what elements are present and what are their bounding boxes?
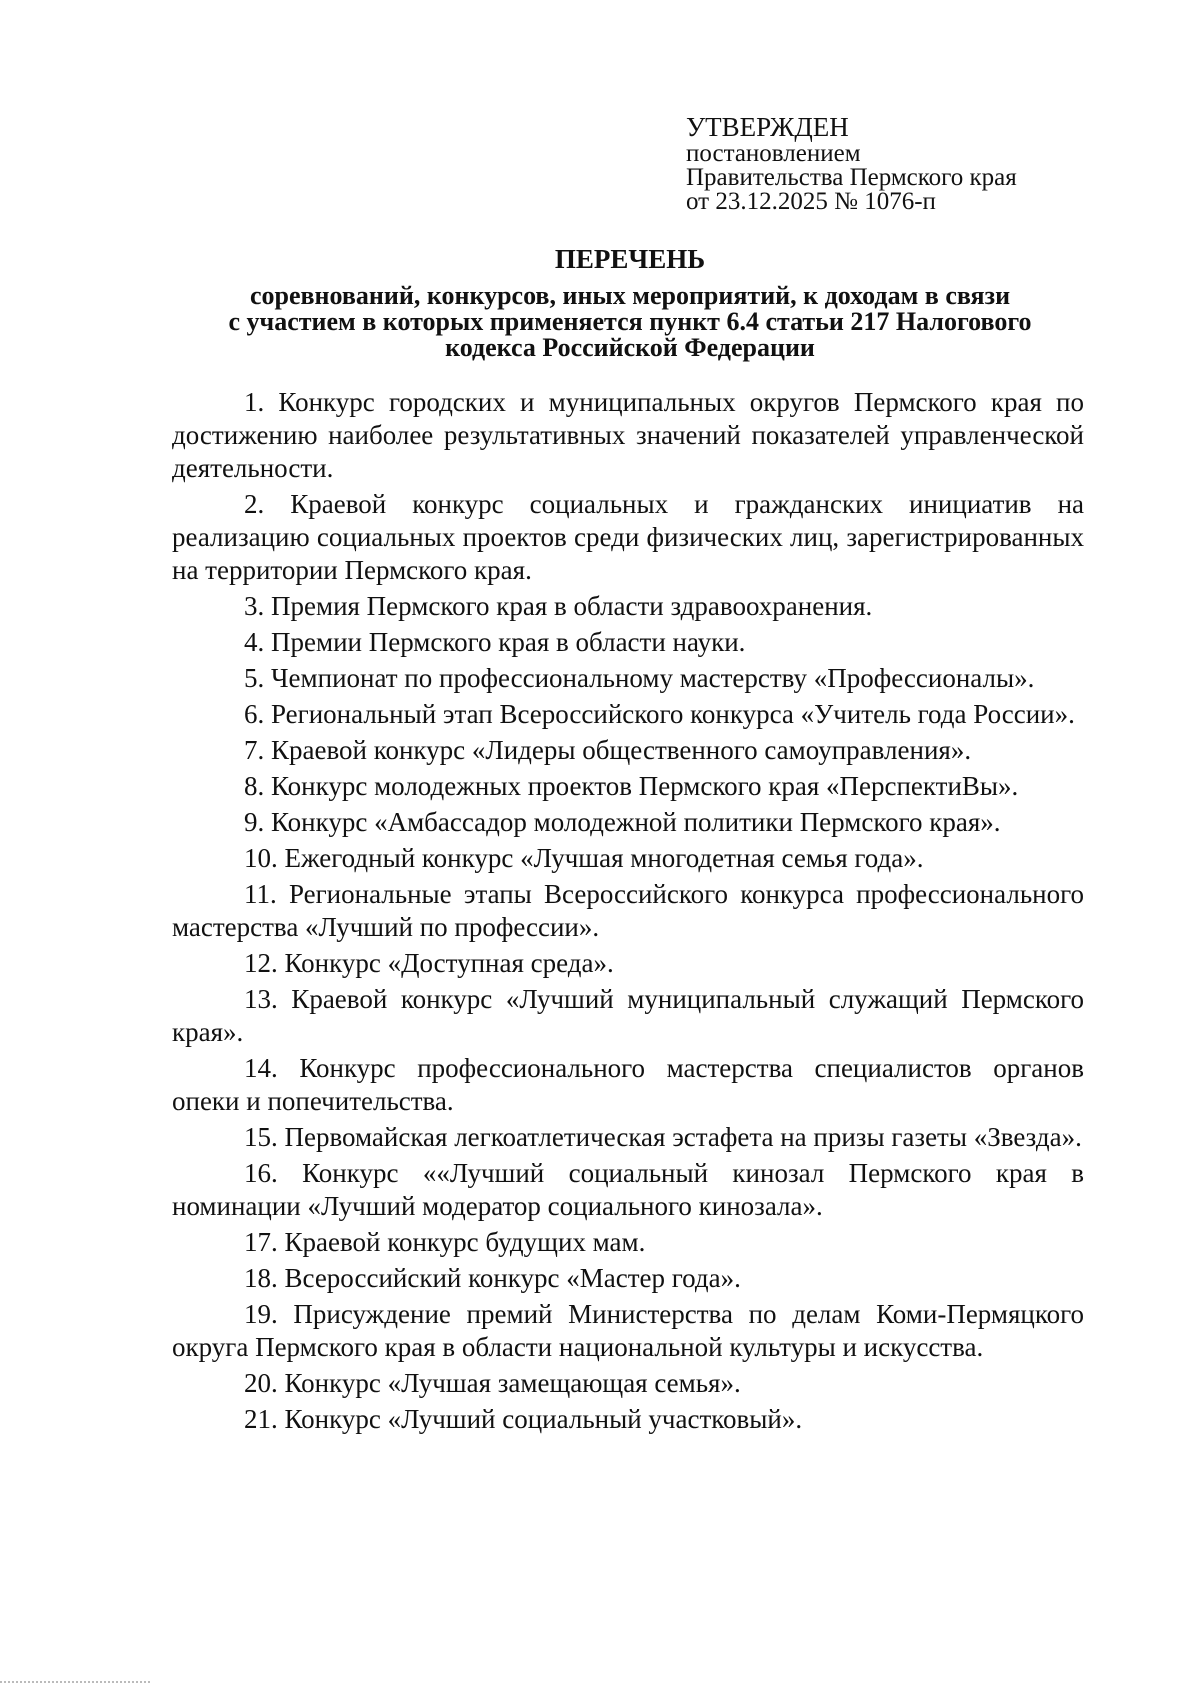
approval-stamp: УТВЕРЖДЕН bbox=[686, 112, 849, 142]
list-item: 16. Конкурс ««Лучший социальный кинозал Пермского края в номинации «Лучший модератор социального кинозала». bbox=[172, 1158, 1084, 1221]
subtitle-line: кодекса Российской Федерации bbox=[445, 333, 815, 362]
list-item: 1. Конкурс городских и муниципальных округов Пермского края по достижению наиболее результативных значений показателей управленческой деятельности. bbox=[172, 387, 1084, 483]
document-subtitle bbox=[190, 283, 1070, 361]
events-list bbox=[172, 386, 1084, 1439]
list-item: 20. Конкурс «Лучшая замещающая семья». bbox=[244, 1368, 741, 1398]
approval-line: от 23.12.2025 № 1076-п bbox=[686, 188, 936, 215]
list-item: 8. Конкурс молодежных проектов Пермского края «ПерспектиВы». bbox=[244, 771, 1019, 801]
list-item: 19. Присуждение премий Министерства по делам Коми-Пермяцкого округа Пермского края в области национальной культуры и искусства. bbox=[172, 1299, 1084, 1362]
list-item: 11. Региональные этапы Всероссийского конкурса профессионального мастерства «Лучший по профессии». bbox=[172, 879, 1084, 942]
approval-line: Правительства Пермского края bbox=[686, 164, 1017, 191]
list-item: 14. Конкурс профессионального мастерства специалистов органов опеки и попечительства. bbox=[172, 1053, 1084, 1116]
subtitle-line: с участием в которых применяется пункт 6.4 статьи 217 Налогового bbox=[228, 307, 1032, 336]
approval-line: постановлением bbox=[686, 140, 861, 167]
list-item: 21. Конкурс «Лучший социальный участковый». bbox=[244, 1404, 803, 1434]
list-item: 18. Всероссийский конкурс «Мастер года». bbox=[244, 1263, 741, 1293]
list-item: 17. Краевой конкурс будущих мам. bbox=[244, 1227, 646, 1257]
list-item: 2. Краевой конкурс социальных и гражданских инициатив на реализацию социальных проектов среди физических лиц, зарегистрированных на территории Пермского края. bbox=[172, 489, 1084, 585]
list-item: 10. Ежегодный конкурс «Лучшая многодетная семья года». bbox=[244, 843, 924, 873]
list-item: 7. Краевой конкурс «Лидеры общественного самоуправления». bbox=[244, 735, 972, 765]
document-title: ПЕРЕЧЕНЬ bbox=[554, 244, 706, 274]
list-item: 13. Краевой конкурс «Лучший муниципальный служащий Пермского края». bbox=[172, 984, 1084, 1047]
list-item: 4. Премии Пермского края в области науки. bbox=[244, 627, 746, 657]
list-item: 15. Первомайская легкоатлетическая эстафета на призы газеты «Звезда». bbox=[244, 1122, 1082, 1152]
list-item: 12. Конкурс «Доступная среда». bbox=[244, 948, 614, 978]
list-item: 6. Региональный этап Всероссийского конкурса «Учитель года России». bbox=[244, 699, 1075, 729]
list-item: 3. Премия Пермского края в области здравоохранения. bbox=[244, 591, 873, 621]
subtitle-line: соревнований, конкурсов, иных мероприятий, к доходам в связи bbox=[249, 281, 1011, 310]
scan-edge-mark bbox=[0, 1681, 150, 1689]
list-item: 9. Конкурс «Амбассадор молодежной политики Пермского края». bbox=[244, 807, 1001, 837]
approval-block bbox=[686, 112, 1146, 214]
list-item: 5. Чемпионат по профессиональному мастерству «Профессионалы». bbox=[244, 663, 1035, 693]
